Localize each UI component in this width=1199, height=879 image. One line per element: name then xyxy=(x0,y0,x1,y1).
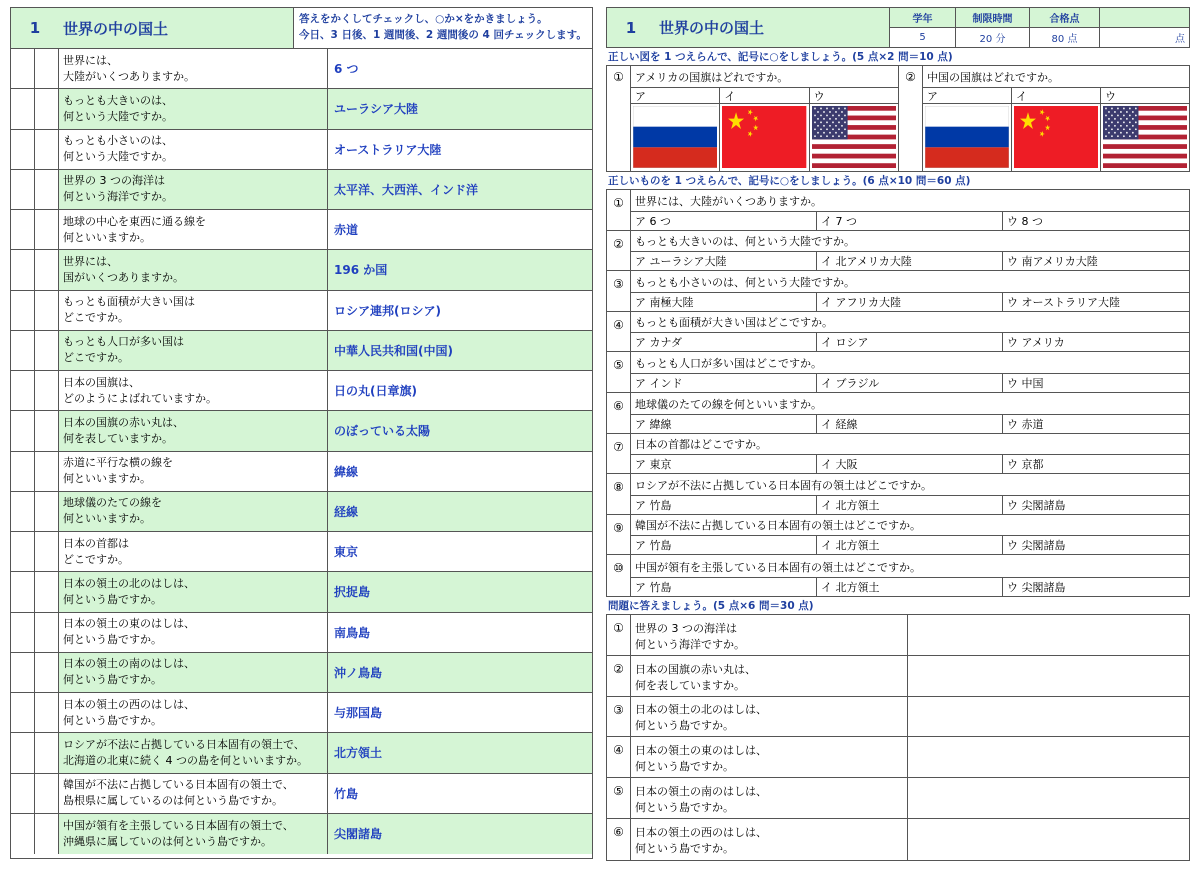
flashcard-row xyxy=(11,250,592,290)
mc-options xyxy=(631,333,1189,351)
question-text: 日本の領土の南のはしは、 何という島ですか。 xyxy=(631,778,908,818)
question-number: ⑩ xyxy=(607,555,631,596)
mc-question-body xyxy=(631,474,1189,514)
flag-option[interactable] xyxy=(923,88,1011,171)
question-text: 中国の国旗はどれですか。 xyxy=(923,66,1189,88)
flag-options xyxy=(631,88,898,171)
score-cell[interactable] xyxy=(1099,8,1189,47)
meta-value: 点 xyxy=(1175,34,1185,45)
flashcard-answer: 択捉島 xyxy=(334,585,371,600)
flashcard-answer: 東京 xyxy=(334,545,359,560)
question-text: 日本の領土の西のはしは、 何という島ですか。 xyxy=(631,819,908,860)
flag-question-body xyxy=(631,66,898,171)
usa-flag-icon xyxy=(812,106,896,168)
flag-question xyxy=(607,66,898,171)
meta-label xyxy=(1100,8,1189,28)
multiple-choice-questions xyxy=(606,189,1190,597)
check-box[interactable] xyxy=(11,693,35,732)
left-header xyxy=(11,8,592,49)
question-number: ⑥ xyxy=(607,819,631,860)
check-box[interactable] xyxy=(35,250,59,289)
unit-number: 1 xyxy=(625,18,637,37)
mc-option[interactable]: ウ アメリカ xyxy=(1007,336,1065,350)
meta-value: 5 xyxy=(919,32,926,43)
mc-question-body xyxy=(631,231,1189,271)
mc-option[interactable]: ウ 尖閣諸島 xyxy=(1007,580,1066,594)
mc-question-body xyxy=(631,515,1189,555)
flag-question-body xyxy=(923,66,1189,171)
question-text: もっとも面積が大きい国はどこですか。 xyxy=(631,312,1189,334)
unit-title: 世界の中の国土 xyxy=(659,19,765,37)
check-box[interactable] xyxy=(35,411,59,450)
check-box[interactable] xyxy=(11,89,35,128)
mc-option[interactable]: ア 東京 xyxy=(631,455,817,473)
question-number: ③ xyxy=(607,697,631,737)
flashcard-row xyxy=(11,170,592,210)
question-number: ② xyxy=(607,231,631,271)
mc-options xyxy=(631,374,1189,392)
meta-table xyxy=(889,8,1189,47)
mc-question-body xyxy=(631,555,1189,596)
check-box[interactable] xyxy=(35,331,59,370)
option-label[interactable]: ア xyxy=(923,88,1011,104)
written-question xyxy=(607,656,1189,697)
question-number: ⑤ xyxy=(607,352,631,392)
mc-options xyxy=(631,293,1189,311)
question-text: 日本の領土の北のはしは、 何という島ですか。 xyxy=(631,697,908,737)
mc-option[interactable]: ウ オーストラリア大陸 xyxy=(1007,295,1120,309)
flashcard-answer: 6 つ xyxy=(334,62,359,77)
flashcard-question: 世界には、 大陸がいくつありますか。 xyxy=(59,49,328,88)
mc-question-body xyxy=(631,434,1189,474)
mc-option[interactable]: イ 北方領土 xyxy=(817,578,1003,596)
flashcard-rows xyxy=(11,49,592,854)
flashcard-row xyxy=(11,371,592,411)
china-flag-icon xyxy=(1014,106,1098,168)
flashcard-row xyxy=(11,89,592,129)
mc-option[interactable]: ウ 中国 xyxy=(1007,376,1044,390)
mc-question xyxy=(607,393,1189,434)
mc-question xyxy=(607,352,1189,393)
answer-field[interactable] xyxy=(908,778,1189,818)
check-box[interactable] xyxy=(35,774,59,813)
flashcard-answer: 経線 xyxy=(334,504,359,519)
check-box[interactable] xyxy=(11,371,35,410)
check-box[interactable] xyxy=(11,170,35,209)
flashcard-answer: 緯線 xyxy=(334,464,359,479)
meta-value: 20 分 xyxy=(979,34,1006,45)
check-box[interactable] xyxy=(35,170,59,209)
check-box[interactable] xyxy=(11,49,35,88)
flag-option[interactable] xyxy=(809,88,898,171)
flashcard-answer: 沖ノ鳥島 xyxy=(334,665,383,680)
check-box[interactable] xyxy=(11,130,35,169)
mc-option[interactable]: イ 大阪 xyxy=(817,455,1003,473)
check-box[interactable] xyxy=(35,814,59,854)
flashcard-row xyxy=(11,452,592,492)
mc-option[interactable]: イ 7 つ xyxy=(817,212,1003,230)
mc-options xyxy=(631,252,1189,270)
check-box[interactable] xyxy=(11,492,35,531)
check-box[interactable] xyxy=(11,452,35,491)
russia-flag-icon xyxy=(925,106,1009,168)
flashcard-row xyxy=(11,210,592,250)
check-box[interactable] xyxy=(11,411,35,450)
mc-question-body xyxy=(631,312,1189,352)
mc-question xyxy=(607,434,1189,475)
option-label[interactable]: イ xyxy=(720,88,808,104)
right-header xyxy=(606,7,1190,48)
flag-question xyxy=(898,66,1189,171)
written-question xyxy=(607,737,1189,778)
flashcard-question: 中国が領有を主張している日本固有の領土で、 沖縄県に属していのは何という島ですか。 xyxy=(59,814,328,854)
check-box[interactable] xyxy=(35,532,59,571)
mc-option[interactable]: ウ 京都 xyxy=(1007,458,1044,472)
flashcard-row xyxy=(11,49,592,89)
flashcard-question: 世界の 3 つの海洋は 何という海洋ですか。 xyxy=(59,170,328,209)
meta-label: 制限時間 xyxy=(956,8,1029,28)
mc-question xyxy=(607,555,1189,596)
mc-question-body xyxy=(631,352,1189,392)
mc-options xyxy=(631,415,1189,433)
question-number: ③ xyxy=(607,271,631,311)
meta-label: 学年 xyxy=(890,8,955,28)
check-box[interactable] xyxy=(35,89,59,128)
question-number: ① xyxy=(607,190,631,230)
check-box[interactable] xyxy=(35,572,59,611)
mc-options xyxy=(631,496,1189,514)
flashcard-row xyxy=(11,733,592,773)
flashcard-question: ロシアが不法に占拠している日本固有の領土で、 北海道の北東に続く 4 つの島を何といいますか。 xyxy=(59,733,328,772)
mc-option[interactable]: ア インド xyxy=(631,374,817,392)
mc-option[interactable]: イ 北アメリカ大陸 xyxy=(817,252,1003,270)
question-text: もっとも人口が多い国はどこですか。 xyxy=(631,352,1189,374)
check-box[interactable] xyxy=(11,733,35,772)
written-questions xyxy=(606,614,1190,861)
flag-option[interactable] xyxy=(1011,88,1100,171)
flashcard-answer: 北方領土 xyxy=(334,746,383,761)
flashcard-answer: ロシア連邦(ロシア) xyxy=(334,303,441,318)
flashcard-answer: 南鳥島 xyxy=(334,625,371,640)
mc-question xyxy=(607,515,1189,556)
flashcard-question: 日本の国旗は、 どのようによばれていますか。 xyxy=(59,371,328,410)
mc-option[interactable]: ア 竹島 xyxy=(631,578,817,596)
flashcard-answer: 竹島 xyxy=(334,786,359,801)
mc-option[interactable]: ア 南極大陸 xyxy=(631,293,817,311)
check-box[interactable] xyxy=(11,814,35,854)
check-box[interactable] xyxy=(35,291,59,330)
flashcard-sheet xyxy=(10,7,593,859)
flashcard-row xyxy=(11,572,592,612)
question-text: 韓国が不法に占拠している日本固有の領土はどこですか。 xyxy=(631,515,1189,537)
mc-option[interactable]: ウ 南アメリカ大陸 xyxy=(1007,255,1098,269)
flashcard-row xyxy=(11,331,592,371)
mc-options xyxy=(631,536,1189,554)
flashcard-answer: 尖閣諸島 xyxy=(334,827,383,842)
instruction-line: 答えをかくしてチェックし、○か×をかきましょう。 xyxy=(299,13,548,25)
check-box[interactable] xyxy=(35,613,59,652)
question-number: ① xyxy=(607,615,631,655)
option-label[interactable]: ア xyxy=(631,88,719,104)
question-text: 日本の領土の東のはしは、 何という島ですか。 xyxy=(631,737,908,777)
mc-option[interactable]: ウ 尖閣諸島 xyxy=(1007,498,1066,512)
flashcard-question: 日本の領土の東のはしは、 何という島ですか。 xyxy=(59,613,328,652)
section-heading: 正しいものを 1 つえらんで、記号に○をしましょう。(6 点×10 問＝60 点) xyxy=(608,175,971,187)
grade-cell xyxy=(889,8,955,47)
check-box[interactable] xyxy=(11,532,35,571)
mc-option[interactable]: ア カナダ xyxy=(631,333,817,351)
answer-field[interactable] xyxy=(908,697,1189,737)
question-text: 日本の国旗の赤い丸は、 何を表していますか。 xyxy=(631,656,908,696)
meta-value: 80 点 xyxy=(1051,34,1078,45)
check-box[interactable] xyxy=(11,291,35,330)
mc-option[interactable]: イ 北方領土 xyxy=(817,496,1003,514)
check-box[interactable] xyxy=(11,572,35,611)
question-text: 世界には、大陸がいくつありますか。 xyxy=(631,190,1189,212)
flashcard-row xyxy=(11,774,592,814)
flashcard-answer: 与那国島 xyxy=(334,706,383,721)
mc-option[interactable]: ア 竹島 xyxy=(631,536,817,554)
written-question xyxy=(607,697,1189,738)
usa-flag-icon xyxy=(1103,106,1187,168)
check-box[interactable] xyxy=(35,130,59,169)
flag-option[interactable] xyxy=(631,88,719,171)
mc-option[interactable]: イ ロシア xyxy=(817,333,1003,351)
written-question xyxy=(607,819,1189,860)
mc-question xyxy=(607,271,1189,312)
flashcard-question: もっとも大きいのは、 何という大陸ですか。 xyxy=(59,89,328,128)
flashcard-row xyxy=(11,693,592,733)
mc-options xyxy=(631,578,1189,596)
mc-option[interactable]: ウ 赤道 xyxy=(1007,417,1044,431)
russia-flag-icon xyxy=(633,106,717,168)
answer-field[interactable] xyxy=(908,819,1189,860)
mc-option[interactable]: ウ 8 つ xyxy=(1007,214,1043,228)
mc-question-body xyxy=(631,393,1189,433)
flashcard-answer: 中華人民共和国(中国) xyxy=(334,343,453,358)
flag-options xyxy=(923,88,1189,171)
instruction-line: 今日、3 日後、1 週間後、2 週間後の 4 回チェックします。 xyxy=(299,29,587,41)
question-text: 世界の 3 つの海洋は 何という海洋ですか。 xyxy=(631,615,908,655)
question-text: 地球儀のたての線を何といいますか。 xyxy=(631,393,1189,415)
flashcard-answer: 日の丸(日章旗) xyxy=(334,384,417,399)
flashcard-question: 世界には、 国がいくつありますか。 xyxy=(59,250,328,289)
option-label[interactable]: イ xyxy=(1012,88,1100,104)
flashcard-question: 日本の国旗の赤い丸は、 何を表していますか。 xyxy=(59,411,328,450)
check-box[interactable] xyxy=(35,653,59,692)
check-box[interactable] xyxy=(11,250,35,289)
question-number: ④ xyxy=(607,737,631,777)
question-number: ⑨ xyxy=(607,515,631,555)
mc-question xyxy=(607,312,1189,353)
check-box[interactable] xyxy=(35,492,59,531)
check-box[interactable] xyxy=(11,331,35,370)
question-number: ⑤ xyxy=(607,778,631,818)
flag-questions xyxy=(606,65,1190,172)
mc-question-body xyxy=(631,190,1189,230)
mc-option[interactable]: イ 北方領土 xyxy=(817,536,1003,554)
section-heading: 問題に答えましょう。(5 点×6 問＝30 点) xyxy=(608,599,814,612)
flashcard-question: 赤道に平行な横の線を 何といいますか。 xyxy=(59,452,328,491)
mc-question xyxy=(607,190,1189,231)
instructions xyxy=(293,8,592,48)
question-text: もっとも小さいのは、何という大陸ですか。 xyxy=(631,271,1189,293)
flashcard-row xyxy=(11,291,592,331)
mc-question-body xyxy=(631,271,1189,311)
flashcard-row xyxy=(11,653,592,693)
check-box[interactable] xyxy=(35,693,59,732)
flashcard-answer: ユーラシア大陸 xyxy=(334,102,419,117)
flashcard-row xyxy=(11,411,592,451)
question-text: 中国が領有を主張している日本固有の領土はどこですか。 xyxy=(631,555,1189,578)
option-label[interactable]: ウ xyxy=(1101,88,1189,104)
question-text: 日本の首都はどこですか。 xyxy=(631,434,1189,456)
flashcard-row xyxy=(11,532,592,572)
question-number: ④ xyxy=(607,312,631,352)
question-text: ロシアが不法に占拠している日本固有の領土はどこですか。 xyxy=(631,474,1189,496)
option-label[interactable]: ウ xyxy=(810,88,898,104)
written-question xyxy=(607,615,1189,656)
check-box[interactable] xyxy=(11,653,35,692)
mc-option[interactable]: ア ユーラシア大陸 xyxy=(631,252,817,270)
china-flag-icon xyxy=(722,106,806,168)
flashcard-answer: 太平洋、大西洋、インド洋 xyxy=(334,182,479,197)
unit-number: 1 xyxy=(29,19,41,37)
question-number: ② xyxy=(899,66,923,171)
flashcard-question: 日本の首都は どこですか。 xyxy=(59,532,328,571)
test-sheet xyxy=(606,7,1190,869)
flag-option[interactable] xyxy=(719,88,808,171)
answer-field[interactable] xyxy=(908,656,1189,696)
flashcard-answer: のぼっている太陽 xyxy=(334,424,431,439)
flashcard-row xyxy=(11,814,592,854)
check-box[interactable] xyxy=(35,452,59,491)
unit-title: 世界の中の国土 xyxy=(63,19,169,38)
mc-options xyxy=(631,212,1189,230)
question-number: ⑦ xyxy=(607,434,631,474)
check-box[interactable] xyxy=(11,613,35,652)
mc-option[interactable]: イ ブラジル xyxy=(817,374,1003,392)
mc-option[interactable]: ア 6 つ xyxy=(631,212,817,230)
section-heading: 正しい図を 1 つえらんで、記号に○をしましょう。(5 点×2 問＝10 点) xyxy=(608,51,953,63)
flashcard-question: もっとも人口が多い国は どこですか。 xyxy=(59,331,328,370)
check-box[interactable] xyxy=(11,774,35,813)
flashcard-question: 日本の領土の西のはしは、 何という島ですか。 xyxy=(59,693,328,732)
flashcard-question: 地球儀のたての線を 何といいますか。 xyxy=(59,492,328,531)
flag-option[interactable] xyxy=(1100,88,1189,171)
question-number: ① xyxy=(607,66,631,171)
mc-question xyxy=(607,231,1189,272)
question-number: ⑥ xyxy=(607,393,631,433)
time-limit-cell xyxy=(955,8,1029,47)
question-text: もっとも大きいのは、何という大陸ですか。 xyxy=(631,231,1189,253)
check-box[interactable] xyxy=(35,371,59,410)
flashcard-row xyxy=(11,130,592,170)
mc-options xyxy=(631,455,1189,473)
answer-field[interactable] xyxy=(908,737,1189,777)
question-number: ② xyxy=(607,656,631,696)
check-box[interactable] xyxy=(35,210,59,249)
mc-question xyxy=(607,474,1189,515)
written-question xyxy=(607,778,1189,819)
question-text: アメリカの国旗はどれですか。 xyxy=(631,66,898,88)
pass-score-cell xyxy=(1029,8,1099,47)
flashcard-answer: 赤道 xyxy=(334,223,359,238)
answer-field[interactable] xyxy=(908,615,1189,655)
flashcard-question: 日本の領土の南のはしは、 何という島ですか。 xyxy=(59,653,328,692)
check-box[interactable] xyxy=(11,210,35,249)
flashcard-question: もっとも小さいのは、 何という大陸ですか。 xyxy=(59,130,328,169)
question-number: ⑧ xyxy=(607,474,631,514)
check-box[interactable] xyxy=(35,733,59,772)
mc-option[interactable]: イ アフリカ大陸 xyxy=(817,293,1003,311)
mc-option[interactable]: イ 経線 xyxy=(817,415,1003,433)
flashcard-question: 日本の領土の北のはしは、 何という島ですか。 xyxy=(59,572,328,611)
flashcard-row xyxy=(11,613,592,653)
flashcard-row xyxy=(11,492,592,532)
flashcard-answer: 196 か国 xyxy=(334,263,388,278)
flashcard-question: もっとも面積が大きい国は どこですか。 xyxy=(59,291,328,330)
meta-label: 合格点 xyxy=(1030,8,1099,28)
flashcard-answer: オーストラリア大陸 xyxy=(334,142,442,157)
flashcard-question: 地球の中心を東西に通る線を 何といいますか。 xyxy=(59,210,328,249)
check-box[interactable] xyxy=(35,49,59,88)
mc-option[interactable]: ウ 尖閣諸島 xyxy=(1007,539,1066,553)
flashcard-question: 韓国が不法に占拠している日本固有の領土で、 島根県に属しているのは何という島ですか。 xyxy=(59,774,328,813)
mc-option[interactable]: ア 竹島 xyxy=(631,496,817,514)
mc-option[interactable]: ア 緯線 xyxy=(631,415,817,433)
